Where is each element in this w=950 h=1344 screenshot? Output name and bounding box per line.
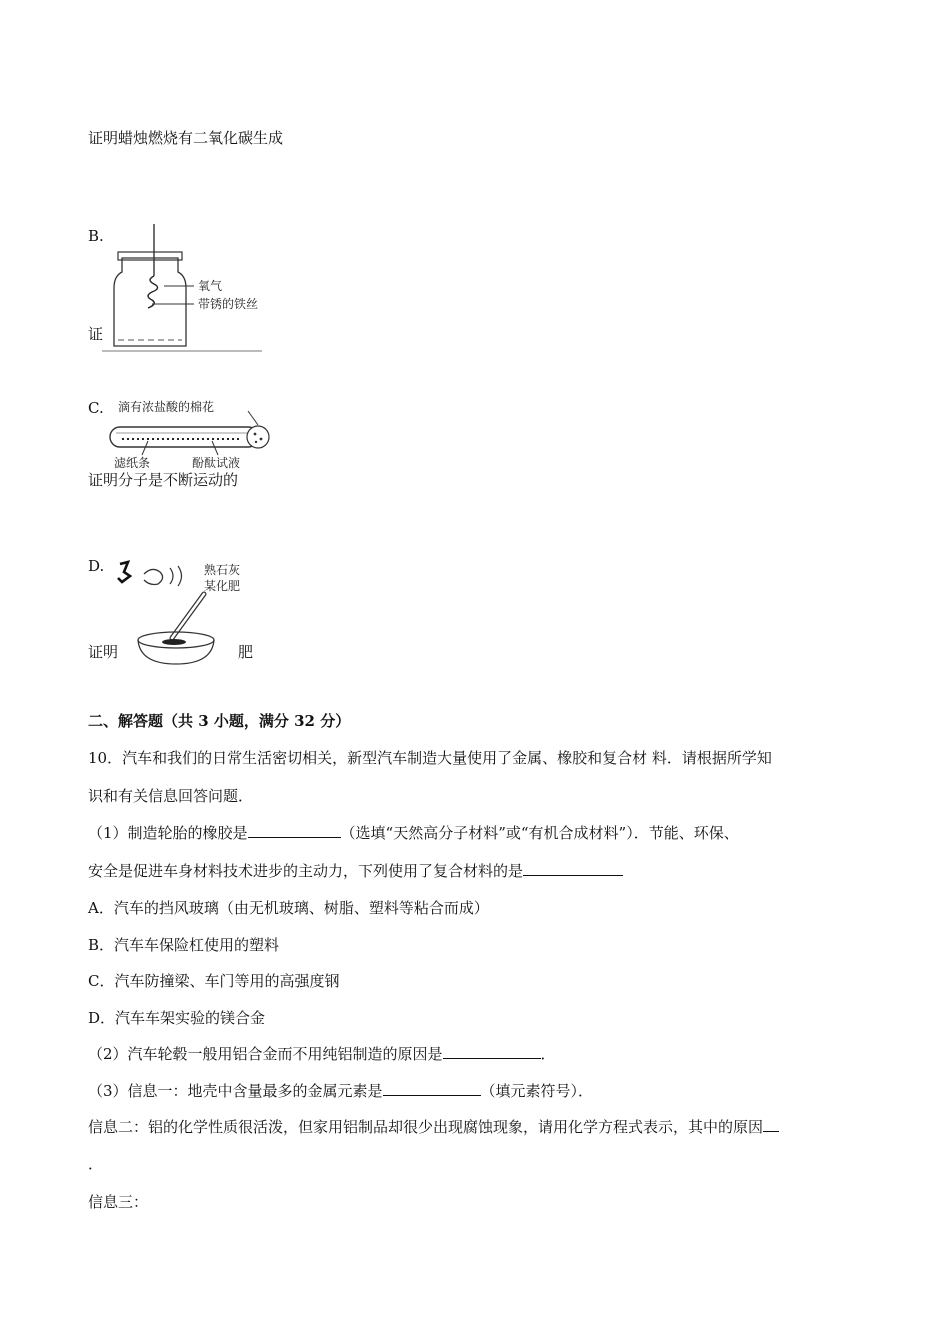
label-cotton: 滴有浓盐酸的棉花 (118, 400, 215, 414)
q10-part1-suffix: （选填“天然高分子材料”或“有机合成材料”）．节能、环保、 (340, 824, 739, 842)
q10-info2-end: ． (88, 1155, 104, 1173)
option-c-letter: C. (88, 399, 104, 417)
q10-intro-line2: 识和有关信息回答问题． (88, 787, 254, 805)
gas-bottle-figure (102, 222, 262, 354)
label-rusty-wire: 带锈的铁丝 (198, 297, 259, 311)
label-phenolphthalein: 酚酞试液 (192, 456, 241, 470)
q10-option-d: D．汽车车架实验的镁合金 (88, 1009, 266, 1027)
q10-part3 (88, 1081, 593, 1101)
q10-part2-text: （2）汽车轮毂一般用铝合金而不用纯铝制造的原因是 (88, 1045, 443, 1063)
label-filter-strip: 滤纸条 (114, 456, 151, 470)
q10-part2 (88, 1044, 556, 1064)
glass-tube-figure (108, 393, 274, 473)
mortar-figure (110, 556, 240, 666)
option-b-letter: B. (88, 227, 104, 245)
q10-part2-end: ． (540, 1045, 556, 1063)
option-d-caption-start: 证明 (88, 643, 119, 661)
option-d-caption-end: 肥 (238, 643, 254, 661)
section-title: 二、解答题（共 3 小题，满分 32 分） (88, 712, 351, 730)
answer-blank-alloy-reason[interactable] (443, 1044, 541, 1059)
q10-info3: 信息三： (88, 1193, 149, 1211)
q10-part3-text: （3）信息一：地壳中含量最多的金属元素是 (88, 1082, 383, 1100)
option-b-caption: 证 (88, 325, 104, 343)
option-d-letter: D. (88, 557, 105, 575)
option-c-caption: 证明分子是不断运动的 (88, 471, 239, 489)
label-slaked-lime: 熟石灰 (204, 563, 240, 577)
q10-option-b: B．汽车车保险杠使用的塑料 (88, 936, 280, 954)
q10-intro-line1: 10．汽车和我们的日常生活密切相关，新型汽车制造大量使用了金属、橡胶和复合材 料．请根据所学知 (88, 749, 772, 767)
q10-part3-end: （填元素符号）． (480, 1082, 594, 1100)
label-oxygen: 氧气 (198, 279, 223, 293)
q10-option-c: C．汽车防撞梁、车门等用的高强度钢 (88, 972, 340, 990)
label-fertilizer: 某化肥 (204, 579, 240, 593)
answer-blank-rubber[interactable] (248, 823, 341, 838)
q10-part1-question: 安全是促进车身材料技术进步的主动力，下列使用了复合材料的是 (88, 862, 524, 880)
q10-info2-text: 信息二：铝的化学性质很活泼，但家用铝制品却很少出现腐蚀现象，请用化学方程式表示，其中的原因 (88, 1118, 764, 1136)
q10-info2 (88, 1117, 779, 1137)
answer-blank-equation[interactable] (763, 1117, 779, 1132)
answer-blank-composite[interactable] (523, 861, 623, 876)
q10-option-a: A．汽车的挡风玻璃（由无机玻璃、树脂、塑料等粘合而成） (88, 899, 489, 917)
answer-blank-element[interactable] (383, 1081, 481, 1096)
q10-part1-line1 (88, 823, 739, 843)
option-a-caption: 证明蜡烛燃烧有二氧化碳生成 (88, 129, 284, 147)
q10-part1-line2 (88, 861, 623, 881)
q10-part1-prefix: （1）制造轮胎的橡胶是 (88, 824, 248, 842)
